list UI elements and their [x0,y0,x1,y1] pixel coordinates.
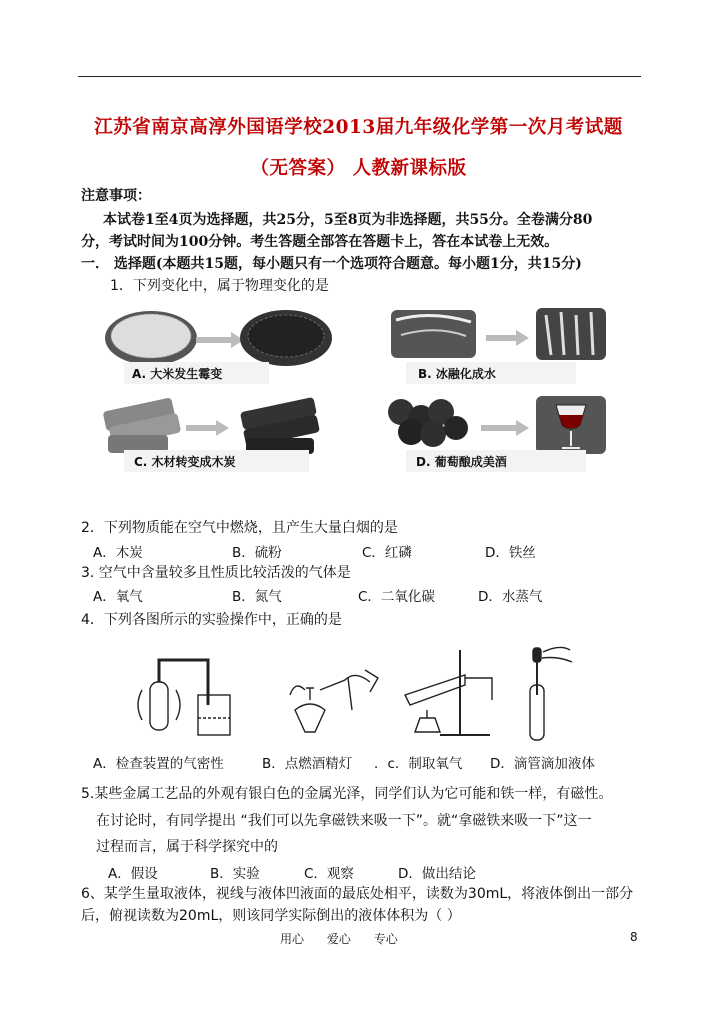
section-heading: 一． 选择题(本题共15题，每小题只有一个选项符合题意。每小题1分，共15分) [81,256,582,272]
q5-option-c[interactable]: C．观察 [304,866,354,882]
q5-option-a[interactable]: A．假设 [108,866,158,882]
q5-line-3: 过程而言，属于科学探究中的 [96,839,278,855]
caption-d: D. 葡萄酿成美酒 [416,455,507,469]
panel-b-ice [391,308,606,384]
q3-option-d[interactable]: D．水蒸气 [478,589,543,605]
q6-line-1: 6、某学生量取液体，视线与液体凹液面的最底处相平，读数为30mL，将液体倒出一部分 [81,886,634,902]
q6-line-2: 后，俯视读数为20mL，则该同学实际倒出的液体体积为（ ） [81,908,461,924]
q1-figure [96,300,616,485]
notice-line-1: 本试卷1至4页为选择题，共25分，5至8页为非选择题，共55分。全卷满分80 [103,212,593,228]
panel-d-grape [388,396,606,472]
q5-line-1: 5.某些金属工艺品的外观有银白色的金属光泽，同学们认为它可能和铁一样，有磁性。 [81,786,613,802]
caption-c: C. 木材转变成木炭 [134,455,236,469]
page-number: 8 [630,930,638,944]
q3-option-b[interactable]: B．氮气 [232,589,282,605]
q4-figure [120,640,600,745]
q1-stem: 1．下列变化中，属于物理变化的是 [110,278,329,294]
notice-heading: 注意事项： [81,188,151,204]
panel-a-rice [105,310,332,384]
q2-option-a[interactable]: A．木炭 [93,545,143,561]
q4-option-d[interactable]: D．滴管滴加液体 [490,756,595,772]
q3-option-c[interactable]: C．二氧化碳 [358,589,435,605]
q4-option-b[interactable]: B．点燃酒精灯 [262,756,353,772]
page-subtitle: （无答案） 人教新课标版 [250,158,467,179]
q2-option-c[interactable]: C．红磷 [362,545,412,561]
footer-motto: 用心 爱心 专心 [280,932,398,946]
apparatus-a [138,660,230,735]
q4-option-c[interactable]: ．c．制取氧气 [374,756,463,772]
q5-option-b[interactable]: B．实验 [210,866,260,882]
page-title: 江苏省南京高淳外国语学校2013届九年级化学第一次月考试题 [94,117,623,138]
q3-option-a[interactable]: A．氧气 [93,589,143,605]
q5-line-2: 在讨论时，有同学提出 “我们可以先拿磁铁来吸一下”。就“拿磁铁来吸一下”这一 [96,813,592,829]
q2-stem: 2．下列物质能在空气中燃烧，且产生大量白烟的是 [81,520,398,536]
q2-option-d[interactable]: D．铁丝 [485,545,536,561]
q4-option-a[interactable]: A．检查装置的气密性 [93,756,224,772]
q5-option-d[interactable]: D．做出结论 [398,866,476,882]
notice-line-2: 分，考试时间为100分钟。考生答题全部答在答题卡上，答在本试卷上无效。 [81,234,559,250]
apparatus-b [290,670,378,732]
caption-b: B. 冰融化成水 [418,367,496,381]
q2-option-b[interactable]: B．硫粉 [232,545,282,561]
caption-a: A. 大米发生霉变 [132,367,223,381]
apparatus-c [405,650,492,735]
panel-c-wood [103,397,320,472]
q4-stem: 4．下列各图所示的实验操作中，正确的是 [81,612,342,628]
header-rule [78,76,641,77]
apparatus-d [530,647,572,740]
q3-stem: 3. 空气中含量较多且性质比较活泼的气体是 [81,565,351,581]
